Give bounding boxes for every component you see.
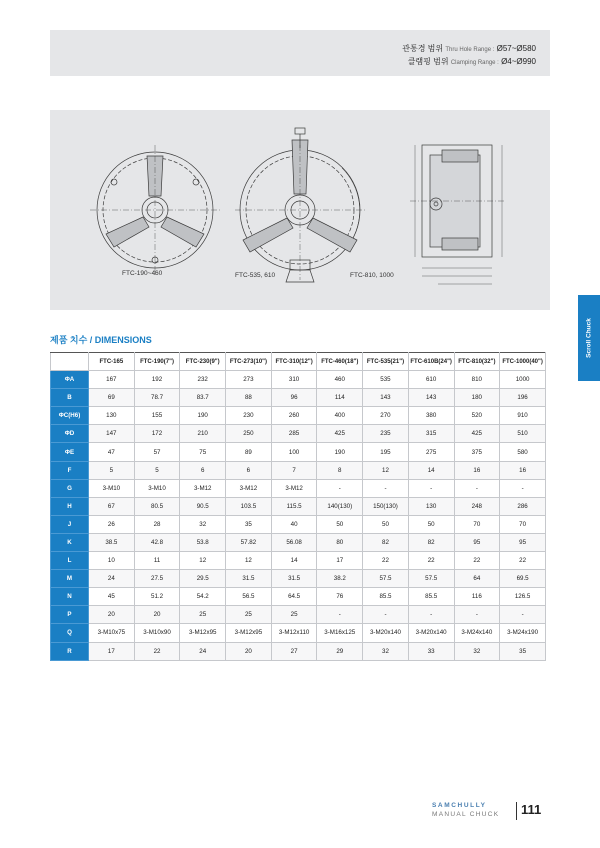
table-cell: 57 <box>134 443 180 461</box>
table-cell: 126.5 <box>500 588 546 606</box>
table-cell: 32 <box>180 515 226 533</box>
thru-hole-range <box>402 43 536 54</box>
table-cell: 45 <box>89 588 135 606</box>
table-cell: 210 <box>180 425 226 443</box>
table-cell: 3-M10x75 <box>89 624 135 642</box>
table-cell: 510 <box>500 425 546 443</box>
brand-name: SAMCHULLY <box>432 802 487 809</box>
table-cell: 51.2 <box>134 588 180 606</box>
table-row <box>51 515 546 533</box>
table-cell: 14 <box>408 461 454 479</box>
table-cell: 195 <box>363 443 409 461</box>
table-cell: 3-M10x90 <box>134 624 180 642</box>
figure-caption-2: FTC-535, 610 <box>235 272 276 279</box>
table-row <box>51 461 546 479</box>
column-header: FTC-310(12") <box>271 353 317 371</box>
table-cell: 192 <box>134 371 180 389</box>
table-row <box>51 570 546 588</box>
table-cell: 22 <box>454 552 500 570</box>
row-header: K <box>51 533 89 551</box>
table-cell: 535 <box>363 371 409 389</box>
row-header: G <box>51 479 89 497</box>
row-header: R <box>51 642 89 660</box>
table-cell: 1000 <box>500 371 546 389</box>
technical-drawings-panel <box>50 110 550 310</box>
table-cell: 95 <box>500 533 546 551</box>
table-cell: - <box>363 479 409 497</box>
table-cell: 50 <box>363 515 409 533</box>
table-cell: 230 <box>226 407 272 425</box>
column-header: FTC-610B(24") <box>408 353 454 371</box>
table-cell: 22 <box>134 642 180 660</box>
table-cell: 38.5 <box>89 533 135 551</box>
table-row <box>51 533 546 551</box>
table-cell: 270 <box>363 407 409 425</box>
table-cell: 375 <box>454 443 500 461</box>
table-cell: 27 <box>271 642 317 660</box>
table-cell: 140(130) <box>317 497 363 515</box>
table-cell: 235 <box>363 425 409 443</box>
table-cell: - <box>317 606 363 624</box>
table-cell: 7 <box>271 461 317 479</box>
table-cell: 57.5 <box>363 570 409 588</box>
table-cell: 25 <box>226 606 272 624</box>
table-cell: 150(130) <box>363 497 409 515</box>
table-cell: 70 <box>454 515 500 533</box>
row-header: F <box>51 461 89 479</box>
table-cell: 24 <box>180 642 226 660</box>
table-cell: 196 <box>500 389 546 407</box>
table-cell: 143 <box>408 389 454 407</box>
footer-divider <box>516 802 517 820</box>
side-tab-label: Scroll Chuck <box>585 318 593 358</box>
table-cell: 143 <box>363 389 409 407</box>
table-row <box>51 497 546 515</box>
table-row <box>51 552 546 570</box>
table-cell: 460 <box>317 371 363 389</box>
table-cell: 155 <box>134 407 180 425</box>
table-cell: 425 <box>454 425 500 443</box>
table-cell: 5 <box>134 461 180 479</box>
table-cell: 88 <box>226 389 272 407</box>
table-cell: 10 <box>89 552 135 570</box>
table-row <box>51 479 546 497</box>
table-row <box>51 407 546 425</box>
figure-caption-1: FTC-190~460 <box>122 270 163 277</box>
table-cell: 40 <box>271 515 317 533</box>
table-cell: 70 <box>500 515 546 533</box>
table-row <box>51 588 546 606</box>
table-cell: 80 <box>317 533 363 551</box>
table-cell: 310 <box>271 371 317 389</box>
table-cell: 610 <box>408 371 454 389</box>
table-cell: 83.7 <box>180 389 226 407</box>
table-row <box>51 425 546 443</box>
table-cell: - <box>408 479 454 497</box>
table-cell: 3-M24x140 <box>454 624 500 642</box>
table-row <box>51 642 546 660</box>
table-cell: 315 <box>408 425 454 443</box>
table-cell: 3-M16x125 <box>317 624 363 642</box>
table-cell: 6 <box>180 461 226 479</box>
table-cell: 260 <box>271 407 317 425</box>
table-cell: 31.5 <box>226 570 272 588</box>
table-row <box>51 606 546 624</box>
table-cell: 12 <box>226 552 272 570</box>
table-cell: 22 <box>363 552 409 570</box>
table-cell: 89 <box>226 443 272 461</box>
table-cell: 3-M12x95 <box>226 624 272 642</box>
table-cell: 20 <box>226 642 272 660</box>
column-header: FTC-230(9") <box>180 353 226 371</box>
thru-hole-value: Ø57~Ø580 <box>496 44 536 53</box>
table-cell: 103.5 <box>226 497 272 515</box>
table-cell: 47 <box>89 443 135 461</box>
table-cell: 17 <box>317 552 363 570</box>
drawing-ftc-810-1000 <box>410 145 505 284</box>
row-header: Q <box>51 624 89 642</box>
row-header: H <box>51 497 89 515</box>
table-cell: 286 <box>500 497 546 515</box>
table-cell: 180 <box>454 389 500 407</box>
clamping-range <box>408 56 536 67</box>
table-cell: 32 <box>454 642 500 660</box>
figure-caption-3: FTC-810, 1000 <box>350 272 394 279</box>
table-cell: 100 <box>271 443 317 461</box>
table-cell: 32 <box>363 642 409 660</box>
table-cell: 50 <box>408 515 454 533</box>
table-cell: 85.5 <box>363 588 409 606</box>
table-cell: 29.5 <box>180 570 226 588</box>
table-cell: 35 <box>500 642 546 660</box>
table-cell: 5 <box>89 461 135 479</box>
column-header: FTC-165 <box>89 353 135 371</box>
thru-hole-label-en: Thru Hole Range : <box>445 47 495 53</box>
table-cell: 17 <box>89 642 135 660</box>
row-header: ΦC(H6) <box>51 407 89 425</box>
table-cell: 64 <box>454 570 500 588</box>
column-header: FTC-273(10") <box>226 353 272 371</box>
row-header: B <box>51 389 89 407</box>
table-cell: 3-M20x140 <box>363 624 409 642</box>
table-cell: 64.5 <box>271 588 317 606</box>
table-cell: 8 <box>317 461 363 479</box>
page-number: 111 <box>521 802 542 817</box>
clamping-label-en: Clamping Range : <box>450 60 499 66</box>
table-cell: 25 <box>271 606 317 624</box>
table-cell: 167 <box>89 371 135 389</box>
table-cell: 57.5 <box>408 570 454 588</box>
table-cell: 400 <box>317 407 363 425</box>
table-cell: 115.5 <box>271 497 317 515</box>
table-cell: 250 <box>226 425 272 443</box>
clamping-value: Ø4~Ø990 <box>501 57 536 66</box>
table-cell: 76 <box>317 588 363 606</box>
row-header: N <box>51 588 89 606</box>
table-cell: - <box>408 606 454 624</box>
table-cell: 31.5 <box>271 570 317 588</box>
table-cell: 26 <box>89 515 135 533</box>
table-cell: 285 <box>271 425 317 443</box>
table-row <box>51 624 546 642</box>
table-cell: 96 <box>271 389 317 407</box>
table-cell: 69 <box>89 389 135 407</box>
brand-subtitle: MANUAL CHUCK <box>432 811 500 818</box>
table-cell: 12 <box>363 461 409 479</box>
table-cell: 38.2 <box>317 570 363 588</box>
table-cell: - <box>454 606 500 624</box>
table-cell: 82 <box>408 533 454 551</box>
table-cell: 29 <box>317 642 363 660</box>
table-cell: 172 <box>134 425 180 443</box>
table-cell: 82 <box>363 533 409 551</box>
table-row <box>51 371 546 389</box>
table-cell: 35 <box>226 515 272 533</box>
row-header: ΦE <box>51 443 89 461</box>
table-cell: 130 <box>89 407 135 425</box>
table-cell: 6 <box>226 461 272 479</box>
table-cell: 3-M12x95 <box>180 624 226 642</box>
table-cell: 810 <box>454 371 500 389</box>
table-cell: 190 <box>317 443 363 461</box>
table-cell: 57.82 <box>226 533 272 551</box>
dimensions-title: 제품 치수 / DIMENSIONS <box>50 335 152 345</box>
table-cell: 16 <box>454 461 500 479</box>
chuck-drawings-svg <box>50 110 550 310</box>
table-cell: - <box>363 606 409 624</box>
table-cell: 16 <box>500 461 546 479</box>
table-cell: 69.5 <box>500 570 546 588</box>
table-cell: 42.8 <box>134 533 180 551</box>
table-cell: 3-M12 <box>226 479 272 497</box>
column-header: FTC-810(32") <box>454 353 500 371</box>
column-header: FTC-460(18") <box>317 353 363 371</box>
table-cell: - <box>500 606 546 624</box>
range-info-box <box>50 30 550 76</box>
table-cell: 20 <box>89 606 135 624</box>
table-cell: 90.5 <box>180 497 226 515</box>
drawing-ftc-190-460 <box>90 145 220 275</box>
table-cell: 54.2 <box>180 588 226 606</box>
table-cell: 3-M12 <box>180 479 226 497</box>
table-cell: 85.5 <box>408 588 454 606</box>
table-cell: 248 <box>454 497 500 515</box>
table-cell: 380 <box>408 407 454 425</box>
table-cell: - <box>454 479 500 497</box>
table-cell: 190 <box>180 407 226 425</box>
table-cell: 14 <box>271 552 317 570</box>
table-cell: 20 <box>134 606 180 624</box>
table-cell: 27.5 <box>134 570 180 588</box>
table-cell: 3-M12 <box>271 479 317 497</box>
table-cell: 28 <box>134 515 180 533</box>
table-cell: - <box>317 479 363 497</box>
table-cell: 22 <box>408 552 454 570</box>
table-cell: 147 <box>89 425 135 443</box>
table-cell: 78.7 <box>134 389 180 407</box>
table-cell: 3-M20x140 <box>408 624 454 642</box>
table-cell: 232 <box>180 371 226 389</box>
table-cell: - <box>500 479 546 497</box>
table-cell: 75 <box>180 443 226 461</box>
section-side-tab <box>578 295 600 381</box>
table-cell: 33 <box>408 642 454 660</box>
table-row <box>51 389 546 407</box>
table-cell: 580 <box>500 443 546 461</box>
table-cell: 3-M12x110 <box>271 624 317 642</box>
drawing-ftc-535-610 <box>235 128 365 282</box>
column-header: FTC-1000(40") <box>500 353 546 371</box>
table-cell: 114 <box>317 389 363 407</box>
table-cell: 520 <box>454 407 500 425</box>
table-cell: 95 <box>454 533 500 551</box>
table-cell: 80.5 <box>134 497 180 515</box>
clamping-label-kr: 클램핑 범위 <box>407 57 449 66</box>
table-cell: 56.08 <box>271 533 317 551</box>
table-corner-cell <box>51 353 89 371</box>
column-header: FTC-535(21") <box>363 353 409 371</box>
thru-hole-label-kr: 관통경 범위 <box>402 44 444 53</box>
table-cell: 24 <box>89 570 135 588</box>
row-header: P <box>51 606 89 624</box>
table-header-row <box>51 353 546 371</box>
row-header: M <box>51 570 89 588</box>
table-cell: 130 <box>408 497 454 515</box>
table-row <box>51 443 546 461</box>
table-cell: 11 <box>134 552 180 570</box>
table-cell: 275 <box>408 443 454 461</box>
table-cell: 67 <box>89 497 135 515</box>
table-cell: 53.8 <box>180 533 226 551</box>
table-cell: 3-M24x190 <box>500 624 546 642</box>
table-cell: 425 <box>317 425 363 443</box>
table-cell: 910 <box>500 407 546 425</box>
table-cell: 25 <box>180 606 226 624</box>
table-cell: 22 <box>500 552 546 570</box>
column-header: FTC-190(7") <box>134 353 180 371</box>
table-cell: 3-M10 <box>134 479 180 497</box>
dimensions-table <box>50 352 546 661</box>
table-cell: 56.5 <box>226 588 272 606</box>
table-cell: 50 <box>317 515 363 533</box>
row-header: ΦA <box>51 371 89 389</box>
row-header: L <box>51 552 89 570</box>
table-cell: 12 <box>180 552 226 570</box>
table-cell: 3-M10 <box>89 479 135 497</box>
row-header: ΦD <box>51 425 89 443</box>
table-cell: 273 <box>226 371 272 389</box>
table-cell: 116 <box>454 588 500 606</box>
row-header: J <box>51 515 89 533</box>
